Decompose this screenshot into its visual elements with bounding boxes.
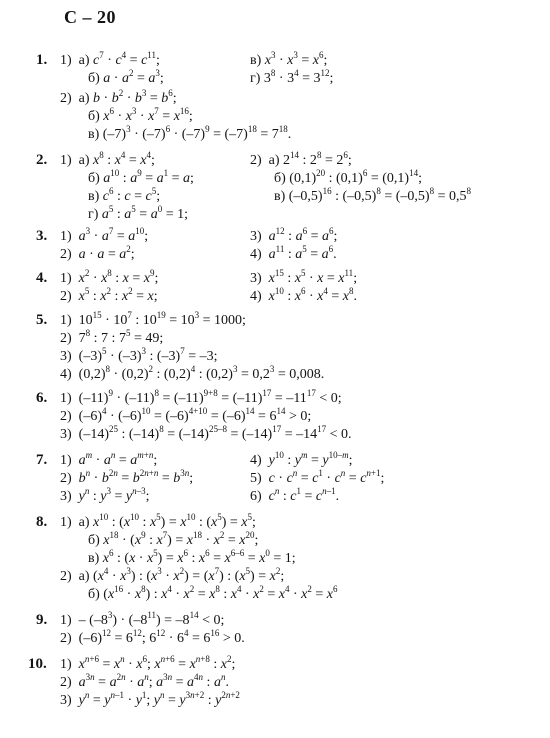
solution-line: в) $(-0,5)^{16}$ : $(-0,5)^8 = (-0,5)^8 = 0,5^8$ [274, 186, 471, 204]
solution-line: б) $x^{18} \cdot (x^9$ : $x^7) = x^{18} \cdot x^2 = x^{20}$; [88, 530, 259, 548]
solution-line: 2) $a^{3n} = a^{2n} \cdot a^n$; $a^{3n} = a^{4n}$ : $a^n$. [60, 672, 229, 690]
solution-line: б) $a^{10}$ : $a^9 = a^1 = a$; [88, 168, 194, 186]
problem-number: 6. [36, 390, 48, 406]
solution-line: 2) $a \cdot a = a^2$; [60, 244, 135, 262]
solution-line: 5) $c \cdot c^n = c^1 \cdot c^n = c^{n+1}$; [250, 468, 385, 486]
solution-line: 4) $y^{10}$ : $y^m = y^{10-m}$; [250, 450, 353, 468]
solution-line: 2) а) $(x^4 \cdot x^3)$ : $(x^3 \cdot x^2) = (x^7)$ : $(x^5) = x^2$; [60, 566, 285, 584]
problem-number: 4. [36, 270, 48, 286]
problem-number: 10. [28, 656, 47, 672]
solution-line: б) $(x^{16} \cdot x^8)$ : $x^4 \cdot x^2 = x^8$ : $x^4 \cdot x^2 = x^4 \cdot x^2 = x^6$ [88, 584, 338, 602]
solution-line: 2) а) $b \cdot b^2 \cdot b^3 = b^6$; [60, 88, 177, 106]
solution-line: 2) $x^5$ : $x^2$ : $x^2 = x$; [60, 286, 158, 304]
solution-line: 4) $x^{10}$ : $x^6 \cdot x^4 = x^8$. [250, 286, 358, 304]
solution-line: 3) $y^n = y^{n-1} \cdot y^1$; $y^n = y^{3n+2}$ : $y^{2n+2}$ [60, 690, 240, 708]
problem-number: 9. [36, 612, 48, 628]
problem-number: 5. [36, 312, 48, 328]
solution-line: 1) $x^2 \cdot x^8$ : $x = x^9$; [60, 268, 159, 286]
solution-line: в) $x^6$ : $(x \cdot x^5) = x^6$ : $x^6 = x^{6-6} = x^0 = 1$; [88, 548, 296, 566]
solution-line: в) $c^6$ : $c = c^5$; [88, 186, 161, 204]
solution-line: в) $x^3 \cdot x^3 = x^6$; [250, 50, 328, 68]
solution-line: 3) $a^{12}$ : $a^6 = a^6$; [250, 226, 338, 244]
solution-line: г) $a^5$ : $a^5 = a^0 = 1$; [88, 204, 188, 222]
solution-line: 2) $7^8$ : 7 : $7^5 = 49$; [60, 328, 164, 346]
solution-line: 4) $(0,2)^8 \cdot (0,2)^2$ : $(0,2)^4$ : $(0,2)^3 = 0,2^3 = 0,008$. [60, 364, 325, 382]
solution-line: 4) $a^{11}$ : $a^5 = a^6$. [250, 244, 337, 262]
problem-number: 2. [36, 152, 48, 168]
solution-line: 3) $(-14)^{25}$ : $(-14)^8 = (-14)^{25-8} = (-14)^{17} = -14^{17} < 0$. [60, 424, 352, 442]
solution-line: б) $a \cdot a^2 = a^3$; [88, 68, 164, 86]
problem-number: 3. [36, 228, 48, 244]
solution-line: 1) а) $c^7 \cdot c^4 = c^{11}$; [60, 50, 160, 68]
solution-line: г) $3^8 \cdot 3^4 = 3^{12}$; [250, 68, 334, 86]
solution-line: 6) $c^n$ : $c^1 = c^{n-1}$. [250, 486, 340, 504]
solution-line: 3) $(-3)^5 \cdot (-3)^3$ : $(-3)^7 = -3$; [60, 346, 218, 364]
solution-line: в) $(-7)^3 \cdot (-7)^6 \cdot (-7)^9 = (-7)^{18} = 7^{18}$. [88, 124, 292, 142]
solution-line: б) $(0,1)^{20}$ : $(0,1)^6 = (0,1)^{14}$; [274, 168, 422, 186]
solution-line: 1) а) $x^{10}$ : ($x^{10}$ : $x^5) = x^{10}$ : $(x^5) = x^5$; [60, 512, 256, 530]
problem-number: 7. [36, 452, 48, 468]
solution-line: б) $x^6 \cdot x^3 \cdot x^7 = x^{16}$; [88, 106, 193, 124]
solution-line: 2) $(-6)^4 \cdot (-6)^{10} = (-6)^{4+10} = (-6)^{14} = 6^{14} > 0$; [60, 406, 312, 424]
solution-line: 1) $(-11)^9 \cdot (-11)^8 = (-11)^{9+8} = (-11)^{17} = -11^{17} < 0$; [60, 388, 342, 406]
solution-line: 1) $x^{n+6} = x^n \cdot x^6$; $x^{n+6} = x^{n+8}$ : $x^2$; [60, 654, 236, 672]
solution-line: 2) а) $2^{14}$ : $2^8 = 2^6$; [250, 150, 352, 168]
problem-number: 8. [36, 514, 48, 530]
problem-number: 1. [36, 52, 48, 68]
solution-line: 2) $(-6)^{12} = 6^{12}$; $6^{12} \cdot 6^4 = 6^{16} > 0$. [60, 628, 245, 646]
page-title: С – 20 [64, 7, 116, 27]
solution-line: 3) $x^{15}$ : $x^5 \cdot x = x^{11}$; [250, 268, 358, 286]
solution-line: 2) $b^n \cdot b^{2n} = b^{2n+n} = b^{3n}$; [60, 468, 194, 486]
solution-line: $1) - (-8^3) \cdot (-8^{11}) = -8^{14} < 0$; [60, 610, 225, 628]
solution-line: 1) $a^m \cdot a^n = a^{m+n}$; [60, 450, 158, 468]
solution-line: 1) $a^3 \cdot a^7 = a^{10}$; [60, 226, 149, 244]
solution-line: 1) а) $x^8$ : $x^4 = x^4$; [60, 150, 155, 168]
solution-line: 1) $10^{15} \cdot 10^7$ : $10^{19} = 10^3 = 1000$; [60, 310, 246, 328]
solution-line: 3) $y^n$ : $y^3 = y^{n-3}$; [60, 486, 150, 504]
